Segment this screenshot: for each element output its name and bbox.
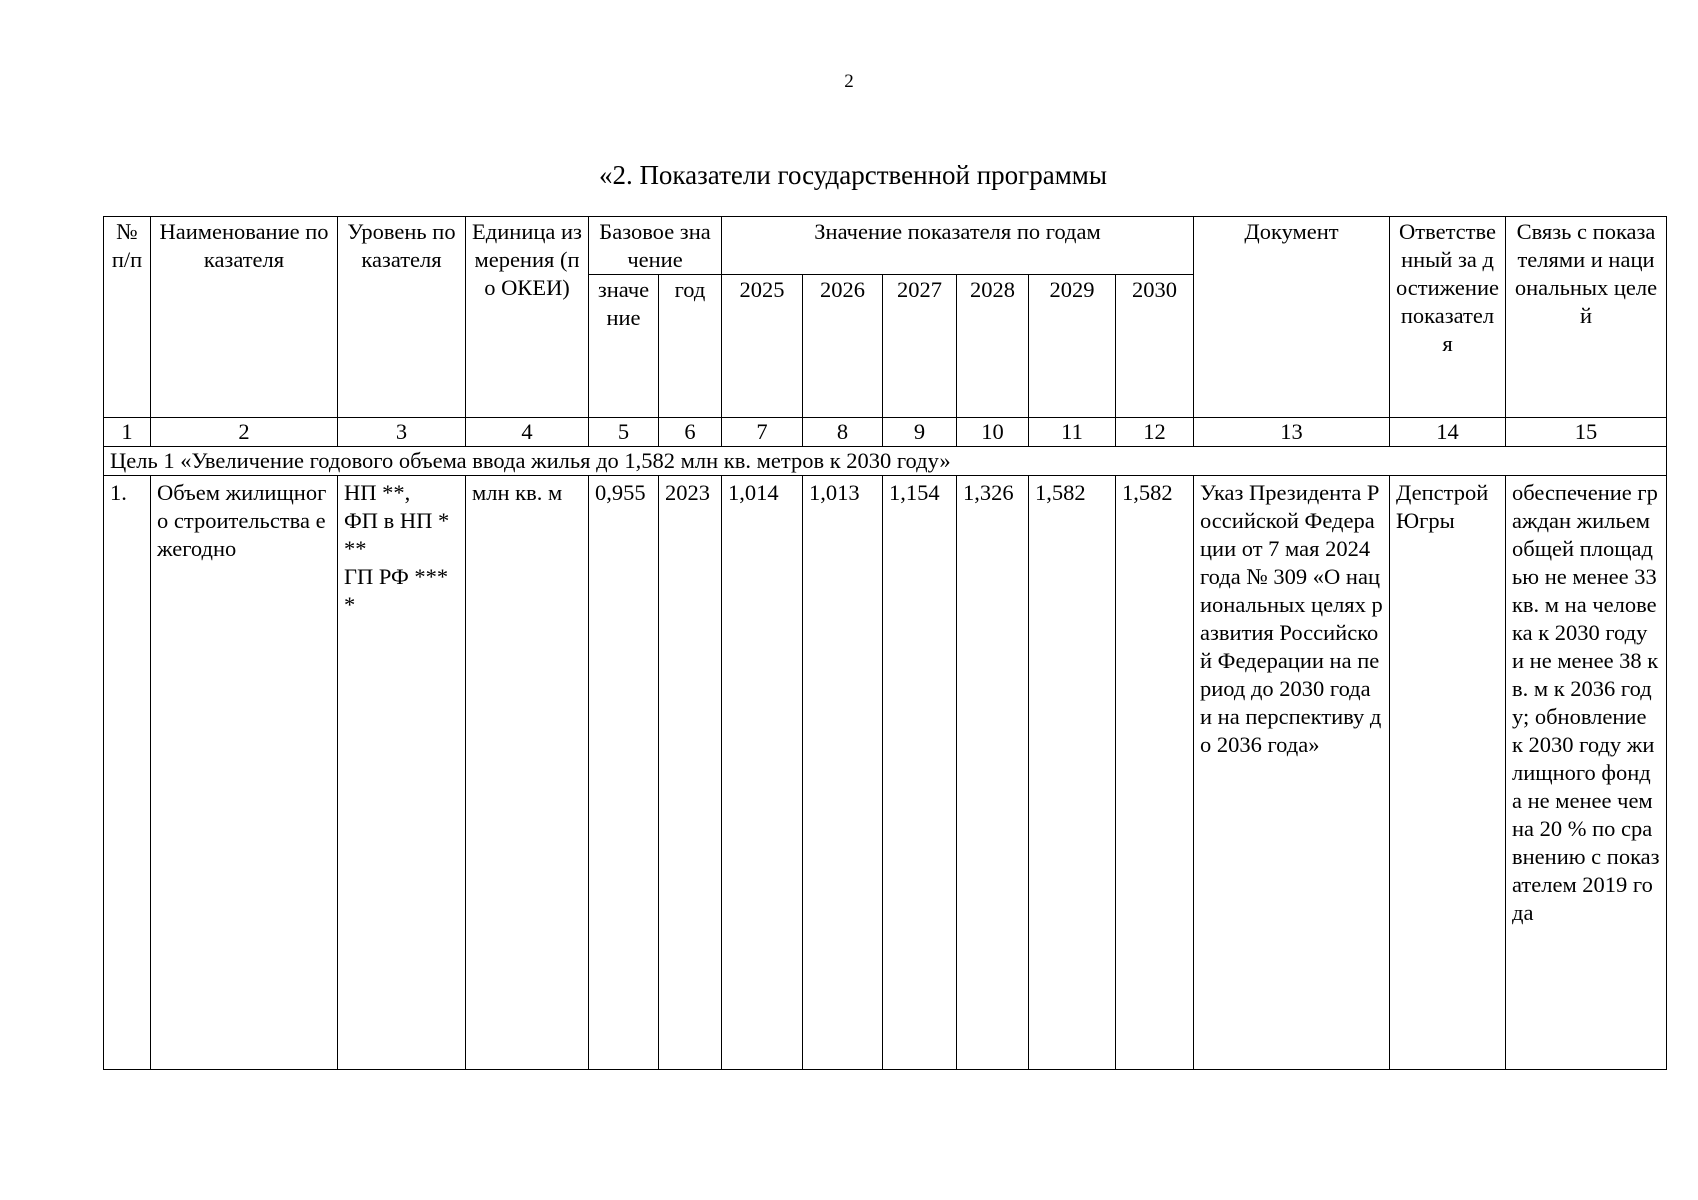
row-value-2028: 1,326: [957, 476, 1029, 1070]
row-num: 1.: [104, 476, 151, 1070]
row-base-year: 2023: [659, 476, 722, 1070]
table-row: [104, 476, 1667, 1070]
column-number: 2: [151, 418, 338, 447]
row-level: [338, 476, 466, 1070]
header-num: № п/п: [104, 217, 151, 418]
row-value-2026: 1,013: [803, 476, 883, 1070]
page-number: 2: [844, 71, 854, 92]
row-document: Указ Президента Российской Федерации от 7 мая 2024 года № 309 «О национальных целях развития Российской Федерации на период до 2030 года и на перспективу до 2036 года»: [1194, 476, 1390, 1070]
row-responsible: Депстрой Югры: [1390, 476, 1506, 1070]
goal-text: Цель 1 «Увеличение годового объема ввода жилья до 1,582 млн кв. метров к 2030 году»: [104, 447, 1667, 476]
header-values-by-year: Значение показателя по годам: [722, 217, 1194, 275]
header-level: Уровень показателя: [338, 217, 466, 418]
column-number: 4: [466, 418, 589, 447]
column-number: 5: [589, 418, 659, 447]
column-number: 8: [803, 418, 883, 447]
header-year: 2026: [803, 275, 883, 418]
row-base-value: 0,955: [589, 476, 659, 1070]
header-year: 2025: [722, 275, 803, 418]
header-year: 2027: [883, 275, 957, 418]
column-number: 11: [1029, 418, 1116, 447]
row-name: Объем жилищного строительства ежегодно: [151, 476, 338, 1070]
column-number: 12: [1116, 418, 1194, 447]
header-document: Документ: [1194, 217, 1390, 418]
row-value-2029: 1,582: [1029, 476, 1116, 1070]
column-number: 15: [1506, 418, 1667, 447]
column-number: 7: [722, 418, 803, 447]
column-number: 6: [659, 418, 722, 447]
column-number: 10: [957, 418, 1029, 447]
header-year: 2028: [957, 275, 1029, 418]
header-responsible: Ответственный за достижение показателя: [1390, 217, 1506, 418]
header-unit: Единица измерения (по ОКЕИ): [466, 217, 589, 418]
column-number: 13: [1194, 418, 1390, 447]
row-link: обеспечение граждан жильем общей площадью не менее 33 кв. м на человека к 2030 году и не менее 38 кв. м к 2036 году; обновление к 2030 году жилищного фонда не менее чем на 20 % по сравнению с показателем 2019 года: [1506, 476, 1667, 1070]
header-year: 2030: [1116, 275, 1194, 418]
column-number: 1: [104, 418, 151, 447]
header-base-year: год: [659, 275, 722, 418]
row-level-line: НП **,: [344, 480, 411, 505]
row-level-line: ФП в НП ***: [344, 508, 450, 561]
column-number: 14: [1390, 418, 1506, 447]
section-title: «2. Показатели государственной программы: [598, 160, 1108, 190]
table-header-row-1: [104, 217, 1667, 275]
row-value-2027: 1,154: [883, 476, 957, 1070]
row-level-line: ГП РФ ****: [344, 564, 449, 617]
header-year: 2029: [1029, 275, 1116, 418]
header-link: Связь с показателями и национальных целей: [1506, 217, 1667, 418]
row-unit: млн кв. м: [466, 476, 589, 1070]
indicators-table: [103, 216, 1667, 1070]
row-value-2025: 1,014: [722, 476, 803, 1070]
header-base-value: значение: [589, 275, 659, 418]
header-base: Базовое значение: [589, 217, 722, 275]
column-numbers-row: [104, 418, 1667, 447]
goal-row: [104, 447, 1667, 476]
column-number: 9: [883, 418, 957, 447]
column-number: 3: [338, 418, 466, 447]
header-name: Наименование показателя: [151, 217, 338, 418]
row-value-2030: 1,582: [1116, 476, 1194, 1070]
